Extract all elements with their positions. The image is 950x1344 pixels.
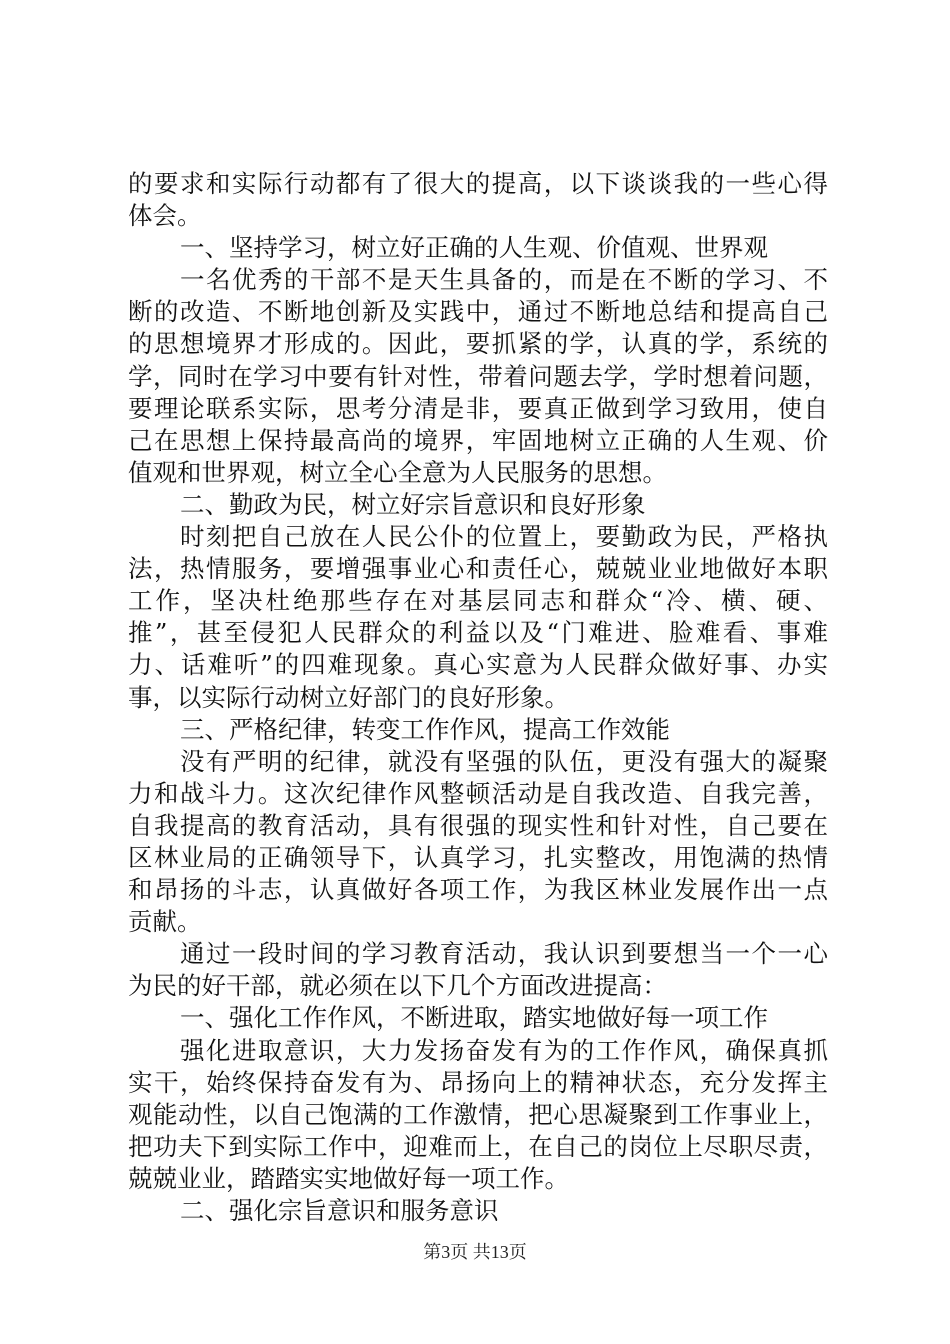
text-line: 实干，始终保持奋发有为、昂扬向上的精神状态，充分发挥主 bbox=[128, 1067, 828, 1097]
text-line: 通过一段时间的学习教育活动，我认识到要想当一个一心 bbox=[180, 939, 828, 969]
text-line: 自我提高的教育活动，具有很强的现实性和针对性，自己要在 bbox=[128, 810, 828, 840]
text-line: 和昂扬的斗志，认真做好各项工作，为我区林业发展作出一点 bbox=[128, 875, 828, 905]
text-line: 的要求和实际行动都有了很大的提高，以下谈谈我的一些心得 bbox=[128, 169, 828, 198]
text-line: 贡献。 bbox=[128, 907, 202, 937]
text-line: 学，同时在学习中要有针对性，带着问题去学，学时想着问题， bbox=[128, 361, 828, 391]
text-line: 断的改造、不断地创新及实践中，通过不断地总结和提高自己 bbox=[128, 297, 828, 327]
text-line: 把功夫下到实际工作中，迎难而上，在自己的岗位上尽职尽责， bbox=[128, 1131, 828, 1161]
text-line: 观能动性，以自己饱满的工作激情，把心思凝聚到工作事业上， bbox=[128, 1099, 828, 1129]
text-line: 没有严明的纪律，就没有坚强的队伍，更没有强大的凝聚 bbox=[180, 746, 828, 776]
text-line: 法，热情服务，要增强事业心和责任心，兢兢业业地做好本职 bbox=[128, 554, 828, 584]
page-number-footer: 第3页 共13页 bbox=[423, 1242, 527, 1262]
text-line: 己在思想上保持最高尚的境界，牢固地树立正确的人生观、价 bbox=[128, 425, 828, 455]
text-line: 的思想境界才形成的。因此，要抓紧的学，认真的学，系统的 bbox=[128, 329, 828, 359]
text-line: 工作，坚决杜绝那些存在对基层同志和群众“冷、横、硬、 bbox=[128, 586, 828, 616]
text-line: 要理论联系实际，思考分清是非，要真正做到学习致用，使自 bbox=[128, 393, 828, 423]
text-line: 体会。 bbox=[128, 201, 202, 231]
text-line: 力和战斗力。这次纪律作风整顿活动是自我改造、自我完善， bbox=[128, 778, 828, 808]
document-body bbox=[128, 168, 828, 1227]
section-heading: 二、勤政为民，树立好宗旨意识和良好形象 bbox=[180, 489, 646, 519]
text-line: 值观和世界观，树立全心全意为人民服务的思想。 bbox=[128, 457, 667, 487]
section-heading: 一、坚持学习，树立好正确的人生观、价值观、世界观 bbox=[180, 233, 768, 263]
section-heading: 二、强化宗旨意识和服务意识 bbox=[180, 1196, 499, 1225]
text-line: 区林业局的正确领导下，认真学习，扎实整改，用饱满的热情 bbox=[128, 842, 828, 872]
text-line: 为民的好干部，就必须在以下几个方面改进提高： bbox=[128, 971, 667, 1001]
text-line: 一名优秀的干部不是天生具备的，而是在不断的学习、不 bbox=[180, 265, 828, 295]
section-heading: 一、强化工作作风，不断进取，踏实地做好每一项工作 bbox=[180, 1003, 768, 1033]
text-line: 事，以实际行动树立好部门的良好形象。 bbox=[128, 682, 569, 712]
text-line: 时刻把自己放在人民公仆的位置上，要勤政为民，严格执 bbox=[180, 522, 828, 552]
text-line: 兢兢业业，踏踏实实地做好每一项工作。 bbox=[128, 1163, 569, 1193]
section-heading: 三、严格纪律，转变工作作风，提高工作效能 bbox=[180, 714, 670, 744]
text-line: 力、话难听”的四难现象。真心实意为人民群众做好事、办实 bbox=[128, 650, 828, 680]
text-line: 推”，甚至侵犯人民群众的利益以及“门难进、脸难看、事难 bbox=[128, 618, 828, 648]
text-line: 强化进取意识，大力发扬奋发有为的工作作风，确保真抓 bbox=[180, 1035, 828, 1065]
